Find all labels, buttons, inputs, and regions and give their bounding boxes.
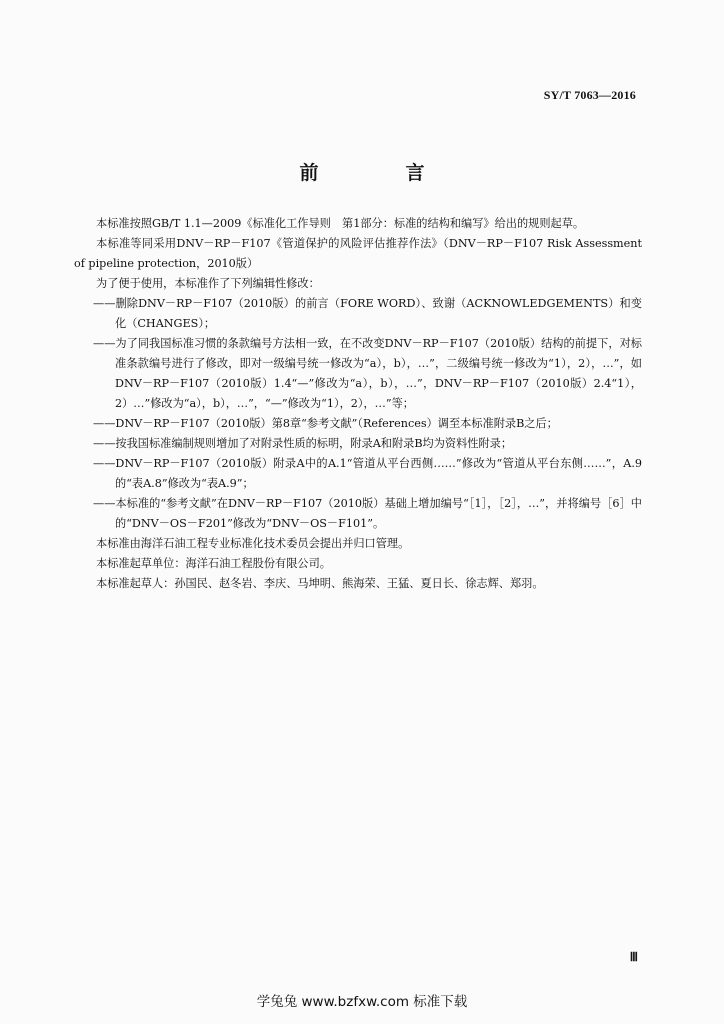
list-item: ——DNV－RP－F107（2010版）第8章“参考文献”（References）调至本标准附录B之后； [93, 417, 558, 430]
list-item: ——按我国标准编制规则增加了对附录性质的标明，附录A和附录B均为资料性附录； [93, 437, 513, 450]
foreword-content [74, 214, 642, 594]
download-watermark: 学兔兔 www.bzfxw.com 标准下载 [256, 994, 468, 1010]
page-title: 前 言 [299, 162, 459, 184]
paragraph-drafters: 本标准起草人：孙国民、赵冬岩、李庆、马坤明、熊海荣、王猛、夏日长、徐志辉、郑羽。 [96, 577, 544, 590]
list-item: ——本标准的“参考文献”在DNV－RP－F107（2010版）基础上增加编号“［1］，［2］，…”，并将编号［6］中的“DNV－OS－F201”修改为“DNV－OS－F101”。 [93, 497, 642, 530]
standard-code: SY/T 7063—2016 [543, 88, 636, 102]
list-item: ——DNV－RP－F107（2010版）附录A中的A.1“管道从平台西侧……”修改为“管道从平台东侧……”，A.9的“表A.8”修改为“表A.9”； [93, 457, 642, 490]
page-number: Ⅲ [629, 950, 638, 964]
list-item: ——为了同我国标准习惯的条款编号方法相一致，在不改变DNV－RP－F107（2010版）结构的前提下，对标准条款编号进行了修改，即对一级编号统一修改为“a），b），…”，二级编号统一修改为“1），2），…”，如DNV－RP－F107（2010版）1.4“—”修改为“a），b），…”，DNV－RP－F107（2010版）2.4“1），2）…”修改为“a），b），…”，“—”修改为“1），2），…”等； [93, 337, 642, 410]
paragraph-committee: 本标准由海洋石油工程专业标准化技术委员会提出并归口管理。 [96, 537, 410, 550]
paragraph-drafting-unit: 本标准起草单位：海洋石油工程股份有限公司。 [96, 557, 331, 570]
list-item: ——删除DNV－RP－F107（2010版）的前言（FORE WORD）、致谢（ACKNOWLEDGEMENTS）和变化（CHANGES）； [93, 297, 642, 330]
paragraph-adoption: 本标准等同采用DNV－RP－F107《管道保护的风险评估推荐作法》（DNV－RP－F107 Risk Assessment of pipeline protection，2010版） [74, 237, 642, 270]
paragraph-editorial-intro: 为了便于使用，本标准作了下列编辑性修改： [96, 277, 320, 290]
paragraph-drafting-basis: 本标准按照GB/T 1.1—2009《标准化工作导则 第1部分：标准的结构和编写》给出的规则起草。 [96, 217, 585, 230]
